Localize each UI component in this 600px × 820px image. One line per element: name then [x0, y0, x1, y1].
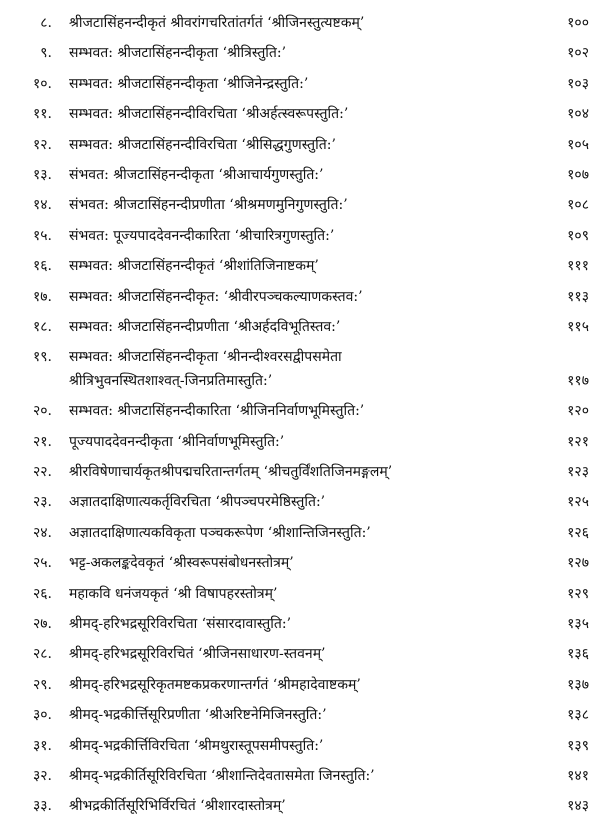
entry-page-number: १०७ — [567, 166, 589, 183]
entry-number: २७. — [32, 616, 52, 633]
entry-title-line: सम्भवत: श्रीजटासिंहनन्दीविरचिता ‘श्रीसिद्धगुणस्तुति:’ — [69, 136, 336, 153]
entry-title — [69, 703, 514, 727]
entry-page-number: १४३ — [567, 798, 589, 815]
entry-page-number: १२५ — [567, 494, 589, 511]
entry-title — [69, 612, 514, 636]
entry-title-line: सम्भवत: श्रीजटासिंहनन्दीप्रणीता ‘श्रीअर्हदविभूतिस्तव:’ — [69, 318, 341, 335]
entry-title — [69, 551, 514, 575]
entry-page-number: १३८ — [567, 707, 589, 724]
toc-entry — [0, 698, 600, 728]
entry-title — [69, 794, 514, 818]
entry-number: ३०. — [32, 707, 52, 724]
entry-title-line: श्रीमद्-भद्रकीर्त्तिसूरिप्रणीता ‘श्रीअरिष्टनेमिजिनस्तुति:’ — [69, 707, 327, 724]
toc-entry — [0, 577, 600, 607]
entry-title — [69, 582, 514, 606]
entry-number: १३. — [32, 166, 52, 183]
entry-title-line: अज्ञातदाक्षिणात्यकर्तृविरचिता ‘श्रीपञ्चपरमेष्ठिस्तुति:’ — [69, 494, 326, 511]
entry-page-number: १०४ — [567, 106, 589, 123]
toc-entry — [0, 128, 600, 158]
entry-page-number: १०९ — [567, 227, 589, 244]
entry-number: १६. — [32, 258, 52, 275]
entry-title — [69, 673, 514, 697]
toc-entry — [0, 607, 600, 637]
entry-title-line: सम्भवत: श्रीजटासिंहनन्दीकृत: ‘श्रीवीरपञ्चकल्याणकस्तव:’ — [69, 288, 363, 305]
toc-entry — [0, 249, 600, 279]
entry-page-number: १३७ — [567, 676, 589, 693]
entry-title — [69, 399, 514, 423]
toc-entry — [0, 310, 600, 340]
toc-entry — [0, 637, 600, 667]
entry-number: ८. — [40, 15, 52, 31]
entry-page-number: १०३ — [567, 75, 589, 92]
entry-number: ११. — [32, 106, 52, 123]
entry-page-number: १२१ — [567, 433, 589, 450]
entry-title-line: श्रीत्रिभुवनस्थितशाश्वत्-जिनप्रतिमास्तुति:’ — [69, 373, 273, 390]
entry-number: २२. — [32, 464, 52, 481]
entry-page-number: १३६ — [567, 646, 589, 663]
entry-number: १७. — [32, 288, 52, 305]
entry-page-number: १०२ — [567, 45, 589, 62]
toc-entry — [0, 394, 600, 424]
toc-entry — [0, 6, 600, 36]
entry-title — [69, 193, 514, 217]
entry-page-number: १४१ — [567, 767, 589, 784]
toc-entry — [0, 668, 600, 698]
table-of-contents — [0, 6, 600, 820]
entry-title-line: श्रीभद्रकीर्तिसूरिभिर्विरचितं ‘श्रीशारदास्तोत्रम्’ — [69, 798, 286, 815]
toc-entry — [0, 455, 600, 485]
entry-number: २९. — [32, 676, 52, 693]
entry-number: २४. — [32, 524, 52, 541]
entry-title-line: सम्भवत: श्रीजटासिंहनन्दीकृता ‘श्रीत्रिस्तुति:’ — [69, 45, 287, 62]
entry-title-line: पूज्यपाददेवनन्दीकृता ‘श्रीनिर्वाणभूमिस्तुति:’ — [69, 433, 285, 450]
entry-title-line: संभवत: श्रीजटासिंहनन्दीप्रणीता ‘श्रीश्रमणमुनिगुणस्तुति:’ — [69, 197, 348, 214]
entry-number: १४. — [32, 197, 52, 214]
entry-title-line: सम्भवत: श्रीजटासिंहनन्दीकृतं ‘श्रीशांतिजिनाष्टकम्’ — [69, 258, 319, 275]
toc-entry — [0, 67, 600, 97]
entry-number: ३१. — [32, 737, 52, 754]
entry-title-line: भट्ट-अकलङ्कदेवकृतं ‘श्रीस्वरूपसंबोधनस्तोत्रम्’ — [69, 555, 294, 572]
entry-page-number: १२३ — [567, 464, 589, 481]
entry-page-number: १०० — [567, 15, 589, 31]
entry-title — [69, 224, 514, 248]
entry-number: १२. — [32, 136, 52, 153]
entry-title — [69, 102, 514, 126]
toc-entry — [0, 340, 600, 394]
toc-entry — [0, 188, 600, 218]
entry-title — [69, 254, 514, 278]
entry-title-line: महाकवि धनंजयकृतं ‘श्री विषापहरस्तोत्रम्’ — [69, 585, 278, 602]
entry-title-line: सम्भवत: श्रीजटासिंहनन्दीकृता ‘श्रीनन्दीश्वरसद्वीपसमेता — [69, 349, 342, 366]
entry-title-line: सम्भवत: श्रीजटासिंहनन्दीकृता ‘श्रीजिनेन्द्रस्तुति:’ — [69, 75, 309, 92]
toc-entry — [0, 546, 600, 576]
entry-page-number: १०८ — [567, 197, 589, 214]
toc-entry — [0, 729, 600, 759]
entry-number: ३३. — [32, 798, 52, 815]
entry-page-number: ११७ — [567, 373, 589, 390]
entry-title — [69, 734, 514, 758]
entry-number: ९. — [40, 45, 52, 62]
entry-title — [69, 315, 514, 339]
toc-entry — [0, 516, 600, 546]
entry-title — [69, 133, 514, 157]
entry-title — [69, 285, 514, 309]
entry-title — [69, 163, 514, 187]
entry-title — [69, 72, 514, 96]
toc-entry — [0, 158, 600, 188]
entry-number: १०. — [32, 75, 52, 92]
entry-page-number: १३५ — [567, 616, 589, 633]
entry-number: १९. — [32, 349, 52, 366]
entry-number: २०. — [32, 403, 52, 420]
entry-page-number: १२९ — [567, 585, 589, 602]
entry-title — [69, 11, 514, 35]
entry-page-number: १२६ — [567, 524, 589, 541]
entry-title-line: श्रीमद्-हरिभद्रसूरिविरचितं ‘श्रीजिनसाधारण-स्तवनम्’ — [69, 646, 326, 663]
entry-title — [69, 490, 514, 514]
entry-page-number: १०५ — [567, 136, 589, 153]
entry-title-line: श्रीमद्-भद्रकीर्तिसूरिविरचिता ‘श्रीशान्तिदेवतासमेता जिनस्तुति:’ — [69, 767, 375, 784]
toc-entry — [0, 425, 600, 455]
entry-number: २५. — [32, 555, 52, 572]
entry-page-number: १२० — [567, 403, 589, 420]
entry-title — [69, 642, 514, 666]
entry-title — [69, 345, 514, 393]
entry-page-number: ११५ — [567, 318, 589, 335]
entry-title-line: सम्भवत: श्रीजटासिंहनन्दीविरचिता ‘श्रीअर्हत्स्वरूपस्तुति:’ — [69, 106, 349, 123]
entry-title — [69, 460, 514, 484]
entry-page-number: ११३ — [567, 288, 589, 305]
entry-number: २१. — [32, 433, 52, 450]
entry-title-line: संभवत: पूज्यपाददेवनन्दीकारिता ‘श्रीचारित्रगुणस्तुति:’ — [69, 227, 335, 244]
toc-entry — [0, 219, 600, 249]
entry-number: २८. — [32, 646, 52, 663]
entry-title-line: अज्ञातदाक्षिणात्यकविकृता पञ्चकरूपेण ‘श्रीशान्तिजिनस्तुति:’ — [69, 524, 371, 541]
entry-number: १८. — [32, 318, 52, 335]
entry-number: ३२. — [32, 767, 52, 784]
entry-title — [69, 430, 514, 454]
entry-title — [69, 764, 514, 788]
entry-title-line: श्रीमद्-हरिभद्रसूरिविरचिता ‘संसारदावास्तुति:’ — [69, 616, 292, 633]
toc-entry — [0, 36, 600, 66]
entry-page-number: १२७ — [567, 555, 589, 572]
entry-title-line: श्रीमद्-हरिभद्रसूरिकृतमष्टकप्रकरणान्तर्गतं ‘श्रीमहादेवाष्टकम्’ — [69, 676, 361, 693]
entry-title-line: श्रीजटासिंहनन्दीकृतं श्रीवरांगचरितांतर्गतं ‘श्रीजिनस्तुत्यष्टकम्’ — [69, 15, 365, 31]
entry-page-number: १३९ — [567, 737, 589, 754]
entry-title — [69, 41, 514, 65]
entry-page-number: १११ — [567, 258, 589, 275]
entry-title-line: सम्भवत: श्रीजटासिंहनन्दीकारिता ‘श्रीजिननिर्वाणभूमिस्तुति:’ — [69, 403, 365, 420]
entry-number: १५. — [32, 227, 52, 244]
toc-entry — [0, 485, 600, 515]
toc-entry — [0, 97, 600, 127]
entry-number: २३. — [32, 494, 52, 511]
toc-entry — [0, 759, 600, 789]
entry-number: २६. — [32, 585, 52, 602]
toc-entry — [0, 789, 600, 819]
entry-title-line: संभवत: श्रीजटासिंहनन्दीकृता ‘श्रीआचार्यगुणस्तुति:’ — [69, 166, 324, 183]
entry-title-line: श्रीरविषेणाचार्यकृतश्रीपद्मचरितान्तर्गतम् ‘श्रीचतुर्विंशतिजिनमङ्गलम्’ — [69, 464, 393, 481]
entry-title — [69, 521, 514, 545]
entry-title-line: श्रीमद्-भद्रकीर्त्तिविरचिता ‘श्रीमथुरास्तूपसमीपस्तुति:’ — [69, 737, 324, 754]
toc-entry — [0, 280, 600, 310]
